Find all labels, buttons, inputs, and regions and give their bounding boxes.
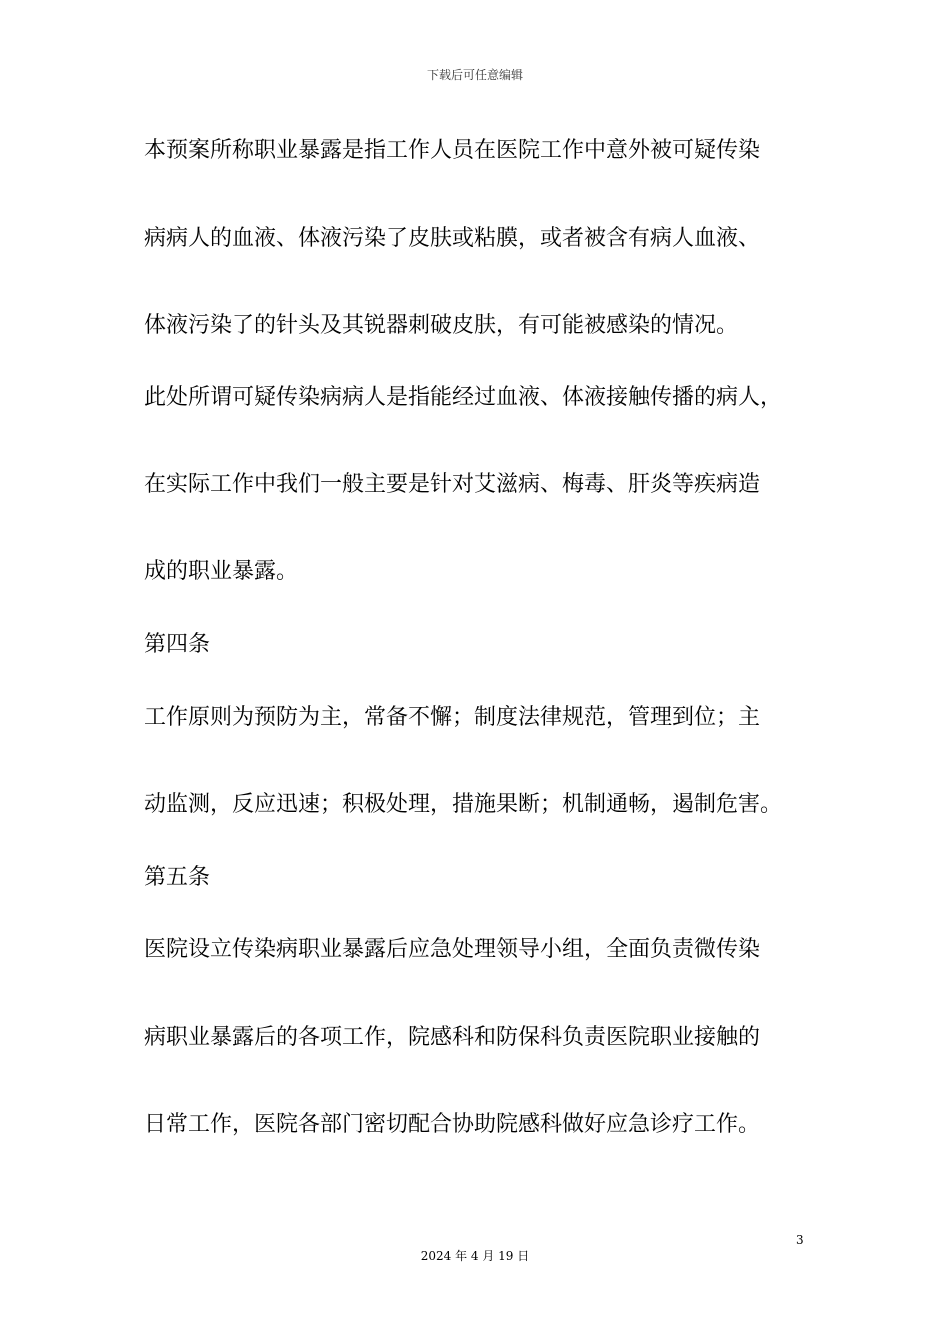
section-heading: 第四条 <box>144 632 211 657</box>
body-line: 在实际工作中我们一般主要是针对艾滋病、梅毒、肝炎等疾病造 <box>144 472 761 497</box>
body-line: 医院设立传染病职业暴露后应急处理领导小组，全面负责微传染 <box>144 937 761 962</box>
body-line: 体液污染了的针头及其锐器刺破皮肤，有可能被感染的情况。 <box>144 313 739 338</box>
page-header: 下载后可任意编辑 <box>426 68 523 82</box>
body-line: 病病人的血液、体液污染了皮肤或粘膜，或者被含有病人血液、 <box>144 226 761 251</box>
body-line: 成的职业暴露。 <box>144 559 299 584</box>
body-line: 本预案所称职业暴露是指工作人员在医院工作中意外被可疑传染 <box>144 138 761 163</box>
body-line: 病职业暴露后的各项工作，院感科和防保科负责医院职业接触的 <box>144 1025 761 1050</box>
body-line: 动监测，反应迅速；积极处理，措施果断；机制通畅，遏制危害。 <box>144 792 783 817</box>
section-heading: 第五条 <box>144 865 211 890</box>
page-footer-date: 2024 年 4 月 19 日 <box>420 1249 530 1263</box>
body-line: 日常工作，医院各部门密切配合协助院感科做好应急诊疗工作。 <box>144 1112 761 1137</box>
body-line: 此处所谓可疑传染病病人是指能经过血液、体液接触传播的病人， <box>144 385 783 410</box>
body-line: 工作原则为预防为主，常备不懈；制度法律规范，管理到位；主 <box>144 705 761 730</box>
page-number: 3 <box>796 1233 804 1247</box>
